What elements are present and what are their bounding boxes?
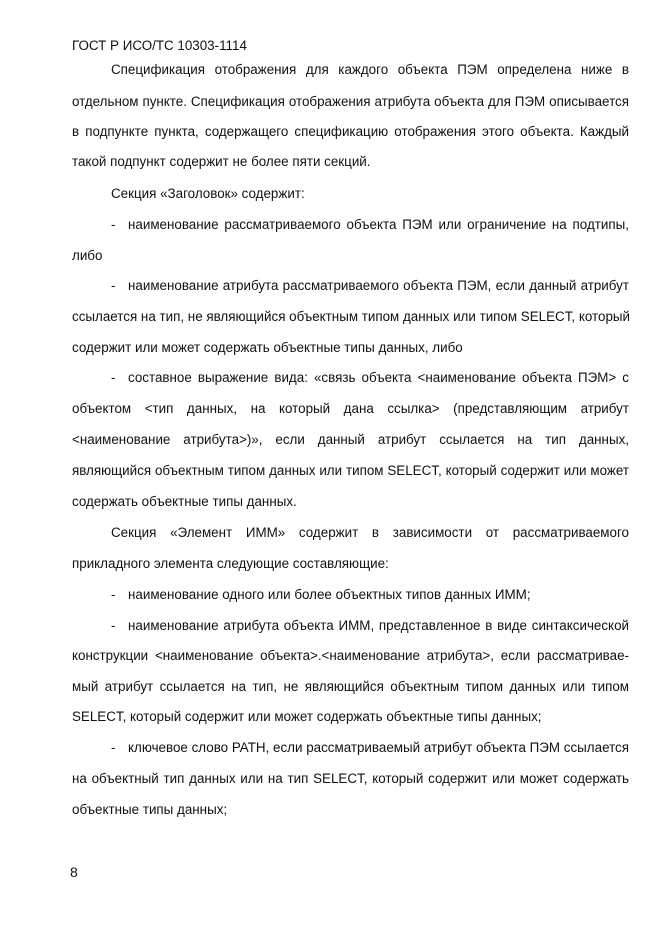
paragraph-line: ссылается на тип, не являющийся объектным типом данных или типом SELECT, который <box>72 309 630 324</box>
list-item-text: наименование рассматриваемого объекта ПЭМ или ограничение на подтипы, <box>128 217 629 232</box>
list-item <box>111 587 629 603</box>
list-item-text: ключевое слово PATH, если рассматриваемый атрибут объекта ПЭМ ссылается <box>128 740 629 755</box>
paragraph-line: Спецификация отображения для каждого объекта ПЭМ определена ниже в <box>111 62 629 77</box>
list-item <box>111 278 629 294</box>
paragraph-line: Секция «Заголовок» содержит: <box>111 186 305 201</box>
paragraph-line: мый атрибут ссылается на тип, не являющийся объектным типом данных или типом <box>72 679 629 694</box>
paragraph-line: являющийся объектным типом данных или типом SELECT, который содержит или может <box>72 463 629 478</box>
list-item-text: составное выражение вида: «связь объекта <наименование объекта ПЭМ> с <box>128 370 629 385</box>
list-item-text: наименование одного или более объектных типов данных ИММ; <box>128 587 531 602</box>
page-number: 8 <box>70 864 78 880</box>
paragraph-line: Секция «Элемент ИММ» содержит в зависимости от рассматриваемого <box>111 525 629 540</box>
paragraph-line: такой подпункт содержит не более пяти секций. <box>72 154 371 169</box>
bullet-dash: - <box>111 278 116 293</box>
list-item-text: наименование атрибута объекта ИММ, представленное в виде синтаксической <box>128 618 629 633</box>
paragraph-line: SELECT, который содержит или может содержать объектные типы данных; <box>72 709 542 724</box>
paragraph-line: либо <box>72 248 103 263</box>
list-item <box>111 618 629 634</box>
paragraph-line: <наименование атрибута>)», если данный атрибут ссылается на тип данных, <box>72 432 629 447</box>
paragraph-line: объектом <тип данных, на который дана ссылка> (представляющим атрибут <box>72 401 629 416</box>
paragraph-line: на объектный тип данных или на тип SELECT, который содержит или может содержать <box>72 771 629 786</box>
bullet-dash: - <box>111 618 116 633</box>
document-header: ГОСТ Р ИСО/ТС 10303-1114 <box>72 38 247 53</box>
paragraph-line: объектные типы данных; <box>72 802 228 817</box>
list-item <box>111 370 629 386</box>
list-item <box>111 217 629 233</box>
bullet-dash: - <box>111 217 116 232</box>
paragraph-line: отдельном пункте. Спецификация отображения атрибута объекта для ПЭМ описывается <box>72 94 629 109</box>
bullet-dash: - <box>111 370 116 385</box>
paragraph-line: в подпункте пункта, содержащего спецификацию отображения этого объекта. Каждый <box>72 124 629 139</box>
list-item <box>111 740 629 756</box>
list-item-text: наименование атрибута рассматриваемого объекта ПЭМ, если данный атрибут <box>128 278 629 293</box>
bullet-dash: - <box>111 740 116 755</box>
paragraph-line: содержать объектные типы данных. <box>72 494 297 509</box>
paragraph-line: содержит или может содержать объектные типы данных, либо <box>72 340 463 355</box>
paragraph-line: прикладного элемента следующие составляющие: <box>72 556 389 571</box>
bullet-dash: - <box>111 587 116 602</box>
paragraph-line: конструкции <наименование объекта>.<наименование атрибута>, если рассматривае- <box>72 648 629 663</box>
